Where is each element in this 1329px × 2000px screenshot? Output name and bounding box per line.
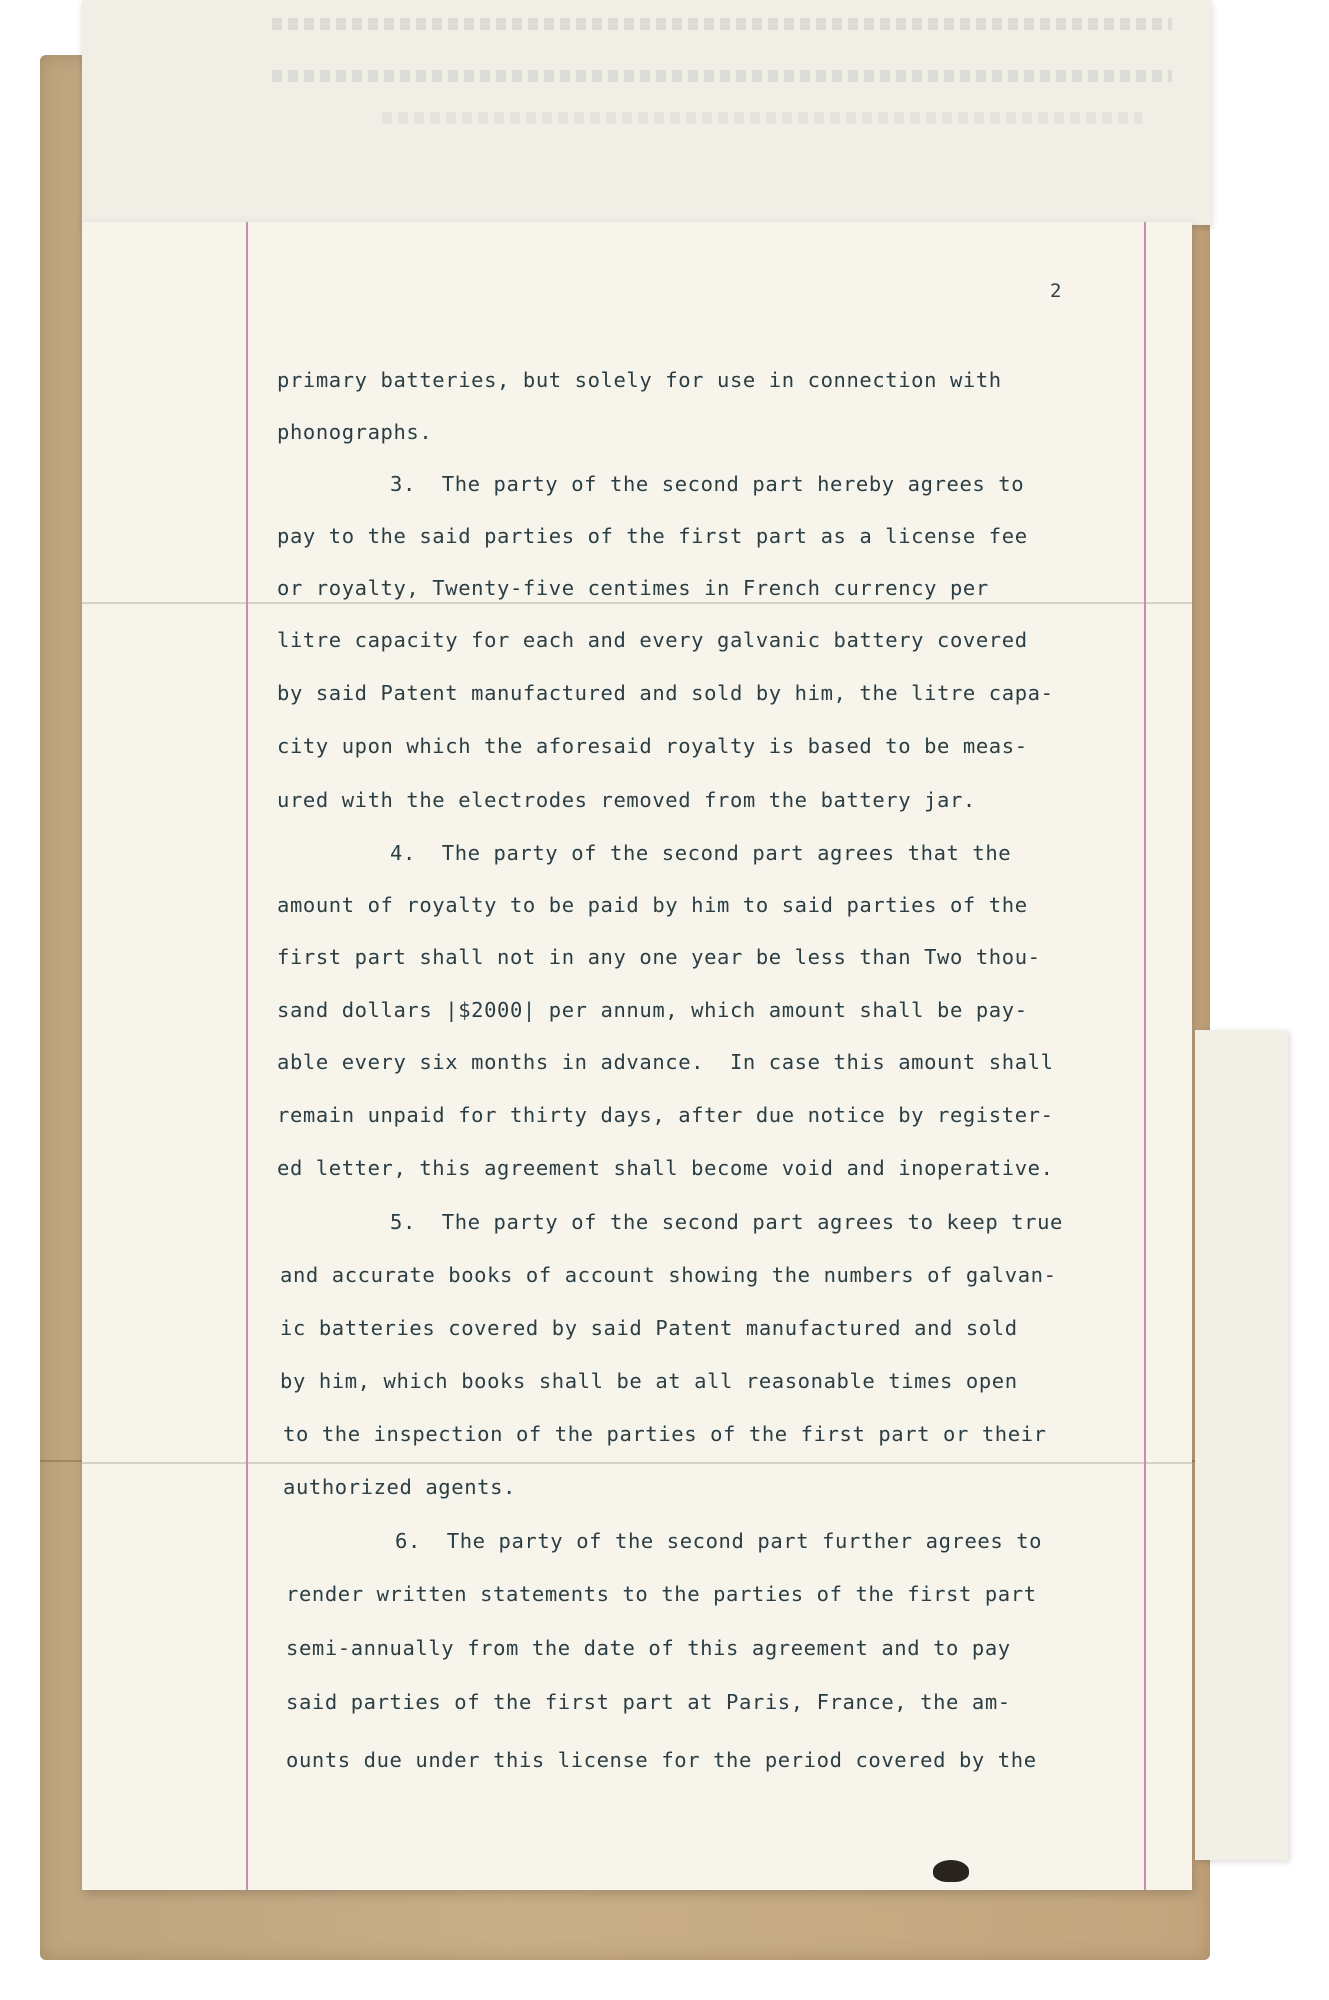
typed-line: sand dollars |$2000| per annum, which amount shall be pay- (277, 998, 1028, 1022)
typed-line: authorized agents. (283, 1475, 516, 1499)
typed-line: amount of royalty to be paid by him to said parties of the (277, 893, 1028, 917)
typed-line: phonographs. (277, 420, 433, 444)
typed-line: said parties of the first part at Paris, France, the am- (286, 1690, 1011, 1714)
typed-line: 6. The party of the second part further agrees to (395, 1529, 1043, 1553)
typed-line: and accurate books of account showing the numbers of galvan- (280, 1263, 1057, 1287)
typed-line: remain unpaid for thirty days, after due notice by register- (277, 1103, 1054, 1127)
right-margin-rule (1144, 222, 1146, 1890)
typed-line: ed letter, this agreement shall become void and inoperative. (277, 1156, 1054, 1180)
typed-line: first part shall not in any one year be less than Two thou- (277, 945, 1041, 969)
typed-line: 3. The party of the second part hereby agrees to (390, 472, 1025, 496)
bleed-through-text (382, 112, 1142, 124)
typed-line: primary batteries, but solely for use in connection with (277, 368, 1002, 392)
typed-line: by him, which books shall be at all reasonable times open (280, 1369, 1018, 1393)
folded-top-sheet (82, 0, 1212, 225)
typed-line: able every six months in advance. In case this amount shall (277, 1050, 1054, 1074)
typed-line: semi-annually from the date of this agreement and to pay (286, 1636, 1011, 1660)
typed-line: by said Patent manufactured and sold by him, the litre capa- (277, 681, 1054, 705)
page-number: 2 (1050, 280, 1062, 302)
typed-line: litre capacity for each and every galvanic battery covered (277, 628, 1028, 652)
typed-line: to the inspection of the parties of the first part or their (283, 1422, 1047, 1446)
typed-line: pay to the said parties of the first part as a license fee (277, 524, 1028, 548)
attached-paper-slip (1195, 1030, 1288, 1860)
bleed-through-text (272, 18, 1172, 30)
paper-fold (82, 1462, 1192, 1464)
typed-line: ic batteries covered by said Patent manufactured and sold (280, 1316, 1018, 1340)
typed-line: city upon which the aforesaid royalty is based to be meas- (277, 734, 1028, 758)
typed-line: ured with the electrodes removed from the battery jar. (277, 788, 976, 812)
typed-line: or royalty, Twenty-five centimes in French currency per (277, 576, 989, 600)
typed-line: 4. The party of the second part agrees that the (390, 841, 1012, 865)
typed-line: 5. The party of the second part agrees to keep true (390, 1210, 1063, 1234)
bleed-through-text (272, 70, 1172, 82)
typed-line: ounts due under this license for the period covered by the (286, 1748, 1037, 1772)
paper-fold (82, 602, 1192, 604)
left-margin-rule (246, 222, 248, 1890)
ink-blot (933, 1860, 969, 1882)
typed-line: render written statements to the parties of the first part (286, 1582, 1037, 1606)
